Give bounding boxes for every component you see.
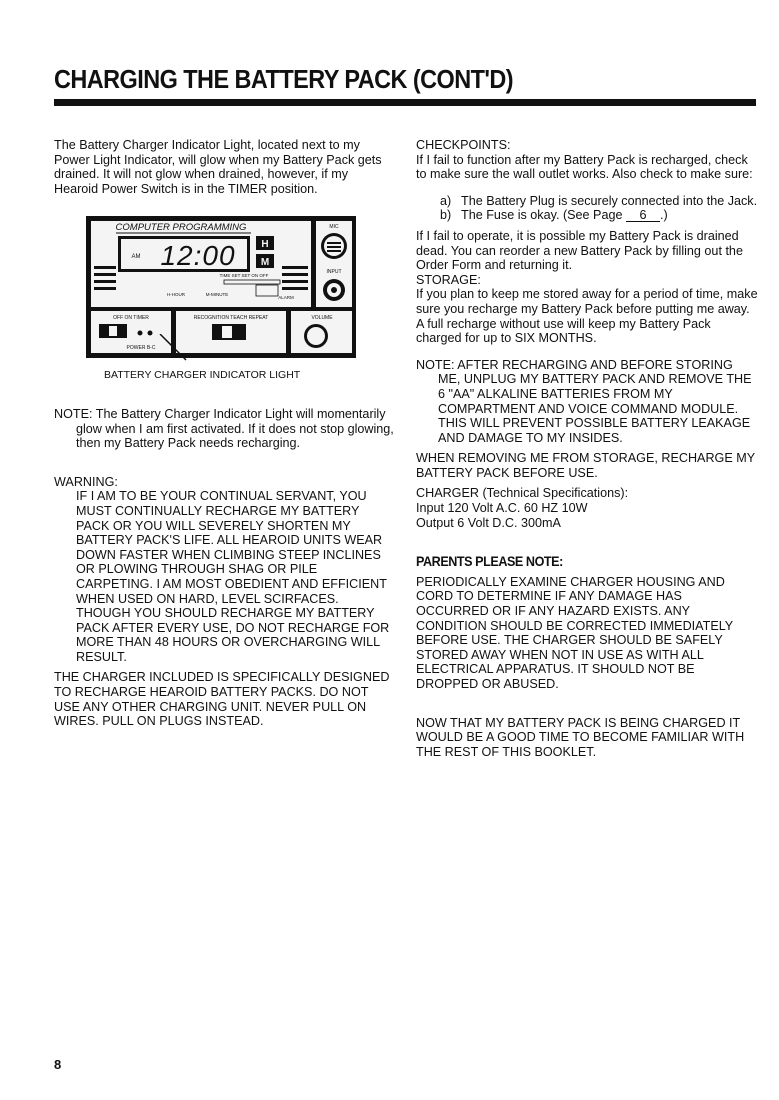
list-item-text <box>461 208 758 223</box>
warning-body: IF I AM TO BE YOUR CONTINUAL SERVANT, YOU MUST CONTINUALLY RECHARGE MY BATTERY PACK OR YOU WILL SEVERELY SHORTEN MY BATTERY PACK'S LIFE. ALL HEAROID UNITS WEAR DOWN FASTER WHEN CLIMBING STEEP INCLINES OR PLOWING THROUGH SHAG OR PILE CARPETING. I AM MOST OBEDIENT AND EFFICIENT WHEN USED ON HARD, LEVEL SCIRFACES. THOUGH YOU SHOULD RECHARGE MY BATTERY PACK AFTER EVERY USE, DO NOT RECHARGE FOR MORE THAN 48 HOURS OR OVERCHARGING WILL RESULT. <box>76 489 390 664</box>
input-label: INPUT <box>326 269 342 276</box>
figure-header: COMPUTER PROGRAMMING <box>115 222 247 234</box>
charger-note: THE CHARGER INCLUDED IS SPECIFICALLY DESIGNED TO RECHARGE HEAROID BATTERY PACKS. DO NOT USE ANY OTHER CHARGING UNIT. NEVER PULL ON WIRES. PULL ON PLUGS INSTEAD. <box>54 670 390 729</box>
list-item-label: b) <box>440 208 452 223</box>
parents-body: PERIODICALLY EXAMINE CHARGER HOUSING AND CORD TO DETERMINE IF ANY DAMAGE HAS OCCURRED OR IF ANY HAZARD EXISTS. ANY CONDITION SHOULD BE CORRECTED IMMEDIATELY BEFORE USE. THE CHARGER SHOULD BE SAFELY STORED AWAY WHEN NOT IN USE AS WITH ALL ELECTRICAL APPARATUS. IT SHOULD NOT BE DROPPED OR ABUSED. <box>416 574 733 691</box>
closing-paragraph: NOW THAT MY BATTERY PACK IS BEING CHARGED IT WOULD BE A GOOD TIME TO BECOME FAMILIAR WITH THE REST OF THIS BOOKLET. <box>416 715 745 759</box>
mic-label: MIC <box>329 224 339 231</box>
volume-label: VOLUME <box>311 315 333 322</box>
fail-operate-paragraph: If I fail to operate, it is possible my Battery Pack is drained dead. You can reorder a new Battery Pack by filling out the Order Form and returning it. <box>416 228 743 273</box>
intro-paragraph: The Battery Charger Indicator Light, located next to my Power Light Indicator, will glow when my Battery Pack gets drained. It will not glow when drained, however, if my Hearoid Power Switch is in the TIMER position. <box>54 138 382 196</box>
checkpoints-title: CHECKPOINTS: <box>416 138 511 152</box>
power-bc-label: POWER B-C <box>126 345 156 352</box>
charger-spec-input: Input 120 Volt A.C. 60 HZ 10W <box>416 501 588 516</box>
charger-spec-output: Output 6 Volt D.C. 300mA <box>416 515 561 530</box>
storage-title: STORAGE: <box>416 272 481 287</box>
fuse-suffix: .) <box>659 208 668 223</box>
storage-body: If you plan to keep me stored away for a period of time, make sure you recharge my Battery Pack before putting me away. A full recharge without use will keep my Battery Pack charged for up to SIX MONTHS. <box>416 287 758 346</box>
note-paragraph: NOTE: The Battery Charger Indicator Light will momentarily glow when I am first activated. If it does not stop glowing, then my Battery Pack needs recharging. <box>54 406 394 451</box>
time-set-labels: TIME SET SET ON OFF <box>219 273 269 279</box>
off-on-timer-label: OFF ON TIMER <box>113 315 149 322</box>
page-title: CHARGING THE BATTERY PACK (CONT'D) <box>54 66 514 94</box>
storage-note: NOTE: AFTER RECHARGING AND BEFORE STORING ME, UNPLUG MY BATTERY PACK AND REMOVE THE 6 "AA" ALKALINE BATTERIES FROM MY COMPARTMENT AND VOICE COMMAND MODULE. THIS WILL PREVENT POSSIBLE BATTERY LEAKAGE AND DAMAGE TO MY INSIDES. <box>416 357 752 445</box>
title-rule <box>54 99 756 106</box>
m-button: M <box>260 257 270 269</box>
alarm-label: ALARM <box>278 295 294 301</box>
fuse-text: The Fuse is okay. (See Page <box>461 208 623 223</box>
h-hour-label: H-HOUR <box>167 292 185 298</box>
control-panel-figure <box>86 216 356 358</box>
charger-spec-title: CHARGER (Technical Specifications): <box>416 486 629 501</box>
removing-paragraph: WHEN REMOVING ME FROM STORAGE, RECHARGE MY BATTERY PACK BEFORE USE. <box>416 451 755 480</box>
list-item <box>416 194 758 209</box>
figure-caption: BATTERY CHARGER INDICATOR LIGHT <box>104 369 301 382</box>
checkpoints-body: If I fail to function after my Battery Pack is recharged, check to make sure the wall outlet works. Also check to make sure: <box>416 152 753 182</box>
list-item-text: The Battery Plug is securely connected into the Jack. <box>461 193 758 208</box>
time-display: 12:00 <box>160 240 236 272</box>
recognition-label: RECOGNITION TEACH REPEAT <box>193 315 269 322</box>
h-button: H <box>261 239 269 251</box>
right-column <box>416 138 758 759</box>
page-number: 8 <box>54 1057 62 1072</box>
list-item <box>416 208 758 223</box>
left-column <box>54 138 394 729</box>
warning-title: WARNING: <box>54 474 118 489</box>
time-prefix: AM <box>131 254 141 261</box>
m-minute-label: M-MINUTE <box>205 292 229 298</box>
parents-title: PARENTS PLEASE NOTE: <box>416 553 563 570</box>
indicator-pointer-line <box>154 334 194 362</box>
page-reference: 6 <box>626 209 660 222</box>
list-item-label: a) <box>440 193 452 208</box>
